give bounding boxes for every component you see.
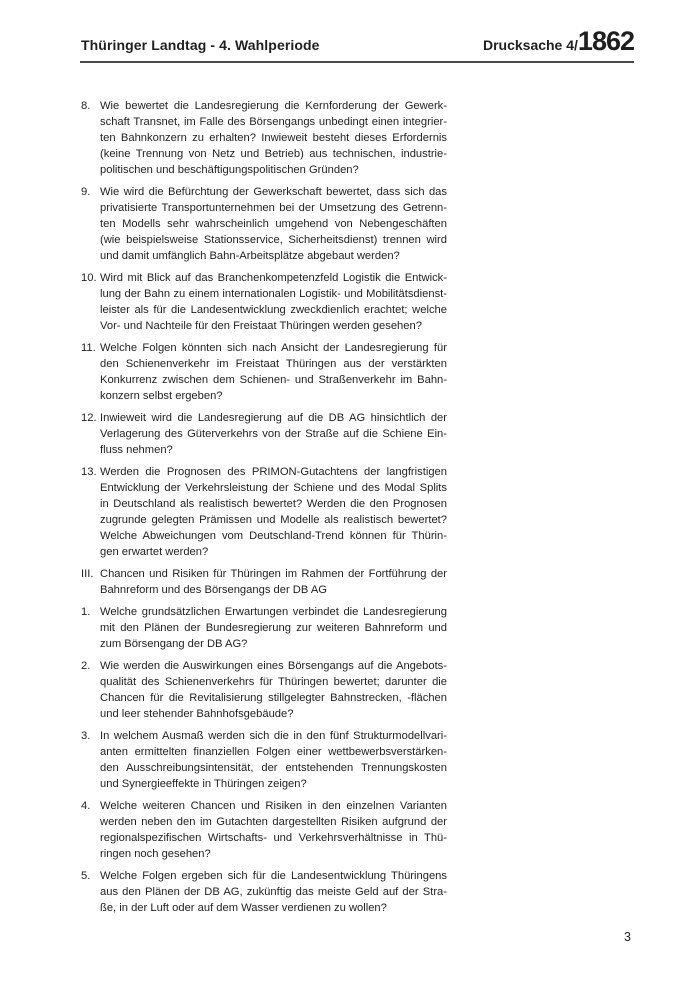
item-marker: III. xyxy=(81,568,94,580)
question-item xyxy=(81,728,447,792)
text-line: und Synergieeffekte in Thüringen zeigen? xyxy=(100,778,307,790)
text-line: Wie werden die Auswirkungen eines Börsengangs auf die Angebots- xyxy=(100,660,447,672)
text-line: leister als für die Landesentwicklung zweckdienlich erachtet; welche xyxy=(100,304,447,316)
item-marker: 3. xyxy=(81,730,91,742)
text-line: Welche Folgen ergeben sich für die Landesentwicklung Thüringens xyxy=(100,870,447,882)
text-line: Wird mit Blick auf das Branchenkompetenzfeld Logistik die Entwick- xyxy=(100,272,447,284)
text-line: zum Börsengang der DB AG? xyxy=(100,638,248,650)
text-line: anten ermittelten finanziellen Folgen einer wettbewerbsverstärken- xyxy=(100,746,447,758)
page-number: 3 xyxy=(624,930,631,944)
text-line: und leer stehender Bahnhofsgebäude? xyxy=(100,708,294,720)
item-text xyxy=(100,868,447,916)
item-marker: 1. xyxy=(81,606,91,618)
text-line: zugrunde gelegten Prämissen und Modelle als realistisch bewertet? xyxy=(100,514,447,526)
text-line: den Ausschreibungsintensität, der entstehenden Trennungskosten xyxy=(100,762,447,774)
question-item xyxy=(81,340,447,404)
item-marker: 5. xyxy=(81,870,91,882)
item-marker: 11. xyxy=(81,342,96,354)
item-marker: 13. xyxy=(81,466,97,478)
parliament-title: Thüringer Landtag - 4. Wahlperiode xyxy=(81,37,320,53)
item-text xyxy=(100,658,447,722)
page-header xyxy=(81,26,634,57)
text-line: Wie bewertet die Landesregierung die Kernforderung der Gewerk- xyxy=(100,100,447,112)
text-line: fluss nehmen? xyxy=(100,444,173,456)
question-item xyxy=(81,464,447,560)
text-line: (keine Trennung von Netz und Betrieb) aus technischen, industrie- xyxy=(100,148,447,160)
section-heading xyxy=(81,566,447,598)
question-item xyxy=(81,798,447,862)
item-marker: 10. xyxy=(81,272,97,284)
question-item xyxy=(81,868,447,916)
item-text xyxy=(100,798,447,862)
item-text xyxy=(100,270,447,334)
text-line: Welche grundsätzlichen Erwartungen verbindet die Landesregierung xyxy=(100,606,447,618)
text-line: Chancen und Risiken für Thüringen im Rahmen der Fortführung der xyxy=(100,568,447,580)
text-line: Bahnreform und des Börsengangs der DB AG xyxy=(100,584,327,596)
item-marker: 4. xyxy=(81,800,91,812)
header-rule xyxy=(80,61,634,63)
item-marker: 9. xyxy=(81,186,91,198)
text-line: privatisierte Transportunternehmen bei der Umsetzung des Getrenn- xyxy=(100,202,447,214)
document-reference-label: Drucksache 4/ xyxy=(482,37,578,53)
item-text xyxy=(100,98,447,178)
text-line: aus den Plänen der DB AG, zukünftig das meiste Geld auf der Stra- xyxy=(100,886,447,898)
text-line: mit den Plänen der Bundesregierung zur weiteren Bahnreform und xyxy=(100,622,447,634)
item-text xyxy=(100,340,447,404)
item-text xyxy=(100,566,447,598)
text-line: (wie beispielsweise Stationsservice, Sicherheitsdienst) trennen wird xyxy=(100,234,447,246)
text-line: qualität des Schienenverkehrs für Thüringen bewertet; darunter die xyxy=(100,676,447,688)
text-line: gen erwartet werden? xyxy=(100,546,209,558)
text-line: in Deutschland als realistisch bewertet? Werden die den Prognosen xyxy=(100,498,447,510)
item-text xyxy=(100,410,447,458)
text-line: Konkurrenz zwischen dem Schienen- und Straßenverkehr im Bahn- xyxy=(100,374,447,386)
text-line: den Schienenverkehr im Freistaat Thüringen aus der verstärkten xyxy=(100,358,447,370)
question-item xyxy=(81,604,447,652)
question-item xyxy=(81,410,447,458)
text-line: lung der Bahn zu einem internationalen Logistik- und Mobilitätsdienst- xyxy=(100,288,447,300)
text-line: Welche weiteren Chancen und Risiken in den einzelnen Varianten xyxy=(100,800,447,812)
item-text xyxy=(100,464,447,560)
text-line: ten Bahnkonzern zu erhalten? Inwieweit besteht dieses Erfordernis xyxy=(100,132,447,144)
text-line: ße, in der Luft oder auf dem Wasser verdienen zu wollen? xyxy=(100,902,387,914)
text-line: schaft Transnet, im Falle des Börsengangs unbedingt einen integrier- xyxy=(100,116,447,128)
item-marker: 12. xyxy=(81,412,97,424)
text-line: Wie wird die Befürchtung der Gewerkschaft bewertet, dass sich das xyxy=(100,186,447,198)
text-line: und damit umfänglich Bahn-Arbeitsplätze abgebaut werden? xyxy=(100,250,400,262)
text-line: Verlagerung des Güterverkehrs von der Straße auf die Schiene Ein- xyxy=(100,428,447,440)
question-item xyxy=(81,184,447,264)
text-line: In welchem Ausmaß werden sich die in den fünf Strukturmodellvari- xyxy=(100,730,447,742)
item-text xyxy=(100,728,447,792)
item-marker: 2. xyxy=(81,660,91,672)
text-line: Entwicklung der Verkehrsleistung der Schiene und des Modal Splits xyxy=(100,482,447,494)
question-item xyxy=(81,658,447,722)
text-line: regionalspezifischen Wirtschafts- und Verkehrsverhältnisse in Thü- xyxy=(100,832,447,844)
text-line: ten Modells sehr wahrscheinlich umgehend von Nebengeschäften xyxy=(100,218,447,230)
text-line: Werden die Prognosen des PRIMON-Gutachtens der langfristigen xyxy=(100,466,447,478)
document-reference xyxy=(483,26,634,57)
text-line: Welche Abweichungen vom Deutschland-Trend können für Thürin- xyxy=(100,530,447,542)
document-number: 1862 xyxy=(577,26,634,56)
text-line: Welche Folgen könnten sich nach Ansicht der Landesregierung für xyxy=(100,342,447,354)
text-line: Vor- und Nachteile für den Freistaat Thüringen werden gesehen? xyxy=(100,320,422,332)
text-line: Inwieweit wird die Landesregierung auf die DB AG hinsichtlich der xyxy=(100,412,447,424)
question-item xyxy=(81,98,447,178)
question-item xyxy=(81,270,447,334)
text-line: politischen und beschäftigungspolitischen Gründen? xyxy=(100,164,359,176)
text-line: Chancen für die Revitalisierung stillgelegter Bahnstrecken, -flächen xyxy=(100,692,447,704)
text-line: ringen noch gesehen? xyxy=(100,848,211,860)
item-text xyxy=(100,604,447,652)
item-text xyxy=(100,184,447,264)
item-marker: 8. xyxy=(81,100,91,112)
text-line: werden neben den im Gutachten dargestellten Risiken aufgrund der xyxy=(100,816,447,828)
text-line: konzern selbst ergeben? xyxy=(100,390,223,402)
question-list xyxy=(81,98,447,922)
